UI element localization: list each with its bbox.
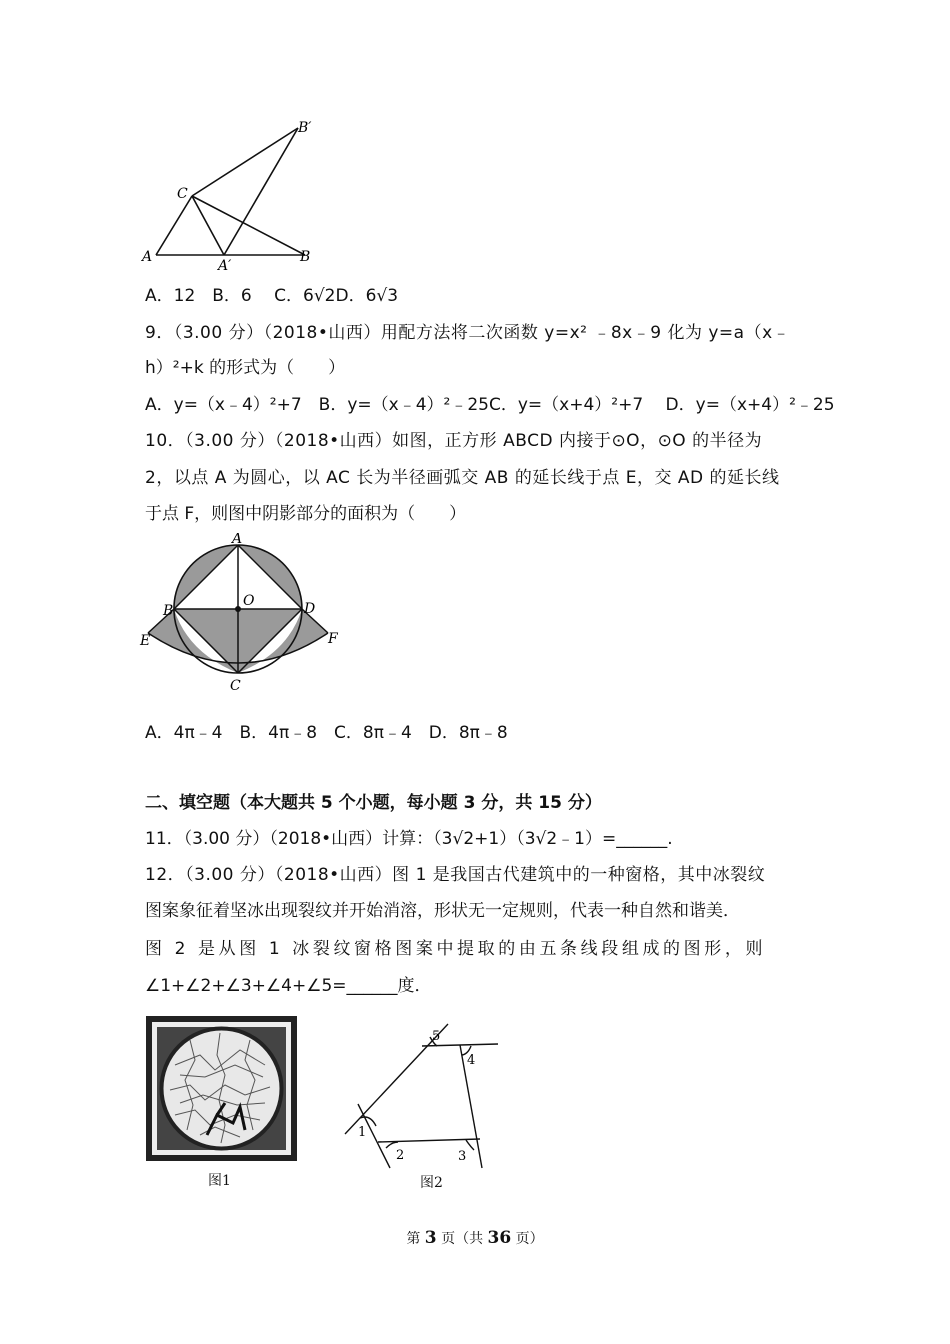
q10-line1: 10．（3.00 分）（2018•山西）如图，正方形 ABCD 内接于⊙O，⊙O 的半径为 <box>145 431 763 451</box>
label-f: F <box>328 631 338 647</box>
angle-label-5: 5 <box>432 1029 441 1044</box>
footer-total-pages: 36 <box>487 1228 512 1248</box>
label-c: C <box>230 678 241 693</box>
q8-choices: A．12 B．6 C．6√2D．6√3 <box>145 286 399 306</box>
footer-page-number: 3 <box>424 1228 437 1248</box>
footer-middle: 页（共 <box>436 1231 488 1247</box>
q10-line3: 于点 F，则图中阴影部分的面积为（ ） <box>145 504 467 524</box>
angle-label-3: 3 <box>458 1149 467 1164</box>
label-e: E <box>140 633 151 649</box>
section-2-heading: 二、填空题（本大题共 5 个小题，每小题 3 分，共 15 分） <box>145 793 602 813</box>
page-footer <box>0 1228 950 1248</box>
label-a-prime: A′ <box>218 258 232 273</box>
q12-line4: ∠1+∠2+∠3+∠4+∠5=______度． <box>145 976 432 996</box>
q10-line2: 2，以点 A 为圆心，以 AC 长为半径画弧交 AB 的延长线于点 E，交 AD 的延长线 <box>145 468 780 488</box>
label-d: D <box>304 601 316 617</box>
label-b: B <box>163 603 174 619</box>
q8-triangle-figure <box>140 118 325 273</box>
angles-figure <box>340 1022 505 1172</box>
footer-suffix: 页） <box>511 1231 544 1247</box>
angle-label-4: 4 <box>467 1053 476 1068</box>
label-c: C <box>177 186 188 202</box>
fig1-caption: 图1 <box>208 1173 231 1189</box>
q12-line3: 图 2 是从图 1 冰裂纹窗格图案中提取的由五条线段组成的图形，则 <box>145 939 767 959</box>
q12-line2: 图案象征着坚冰出现裂纹并开始消溶，形状无一定规则，代表一种自然和谐美． <box>145 901 740 921</box>
ice-crack-window-figure <box>145 1015 298 1163</box>
footer-prefix: 第 <box>406 1231 425 1247</box>
q11-text: 11．（3.00 分）（2018•山西）计算：（3√2+1）（3√2﹣1）=______. <box>145 829 673 849</box>
label-o: O <box>243 593 255 609</box>
q9-line1: 9．（3.00 分）（2018•山西）用配方法将二次函数 y=x² ﹣8x﹣9 化为 y=a（x﹣ <box>145 323 791 343</box>
q10-circle-square-figure <box>138 533 348 693</box>
q9-line2: h）²+k 的形式为（ ） <box>145 358 346 378</box>
label-a: A <box>232 533 243 547</box>
q10-choices: A．4π﹣4 B．4π﹣8 C．8π﹣4 D．8π﹣8 <box>145 723 508 743</box>
angle-label-1: 1 <box>358 1125 367 1140</box>
label-b-prime: B′ <box>298 120 312 136</box>
angle-label-2: 2 <box>396 1148 405 1163</box>
label-a: A <box>142 249 153 265</box>
q9-choices: A．y=（x﹣4）²+7 B．y=（x﹣4）²﹣25C．y=（x+4）²+7 D．y=（x+4）²﹣25 <box>145 395 835 415</box>
q12-line1: 12．（3.00 分）（2018•山西）图 1 是我国古代建筑中的一种窗格，其中冰裂纹 <box>145 865 766 885</box>
fig2-caption: 图2 <box>420 1175 443 1191</box>
label-b: B <box>300 249 311 265</box>
